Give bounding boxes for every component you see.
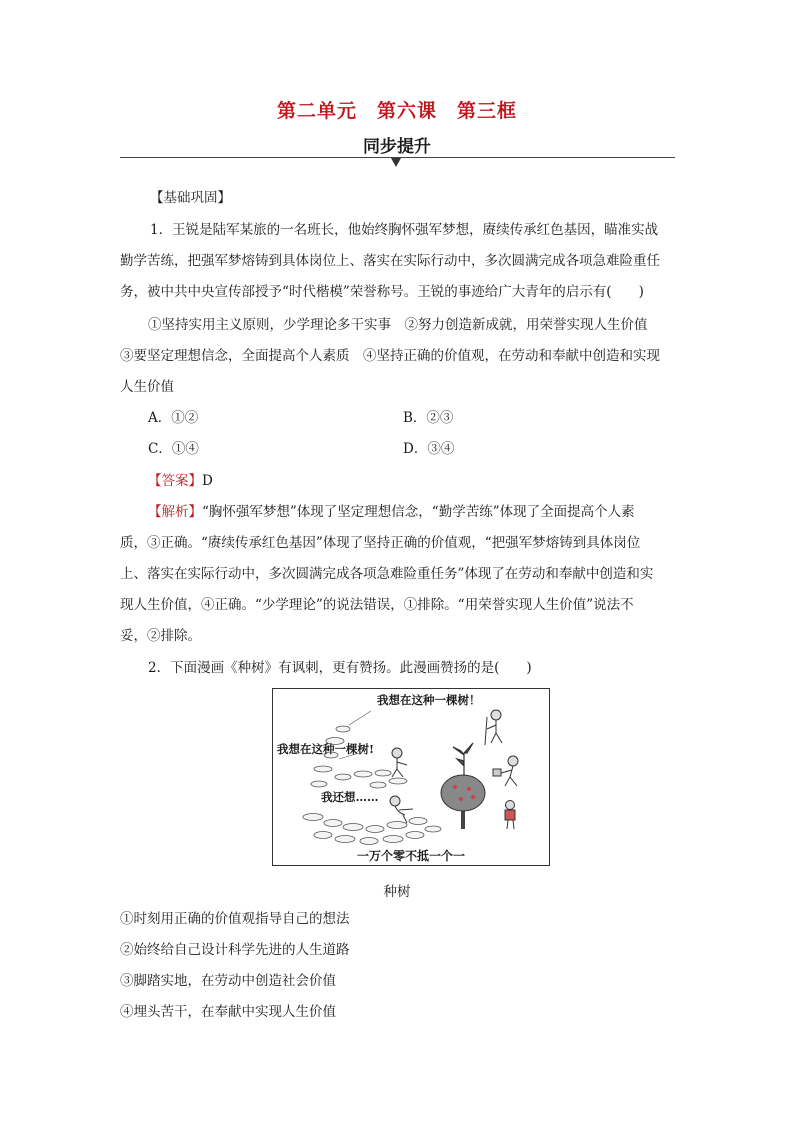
q1-option-d: D．③④ — [403, 441, 455, 457]
page-title: 第二单元 第六课 第三框 — [276, 100, 517, 122]
speech-bubble-2: 我想在这种一棵树! — [277, 742, 375, 756]
q1-analysis-line: 质，③正确。“赓续传承红色基因”体现了坚持正确的价值观，“把强军梦熔铸到具体岗位 — [120, 535, 641, 551]
q1-statement-line: ①坚持实用主义原则，少学理论多干实事 ②努力创造新成就，用荣誉实现人生价值 — [148, 317, 648, 333]
cartoon-tree-planting — [272, 688, 550, 866]
q2-statement: ④埋头苦干，在奉献中实现人生价值 — [120, 1004, 336, 1020]
cartoon-illustration — [273, 689, 549, 865]
q1-option-b: B．②③ — [403, 410, 454, 426]
q1-stem-line: 勤学苦练，把强军梦熔铸到具体岗位上、落实在实际行动中，多次圆满完成各项急难险重任 — [120, 253, 660, 269]
tree-icon — [441, 775, 485, 829]
section-heading: 【基础巩固】 — [150, 190, 231, 206]
q1-option-a: A．①② — [148, 410, 199, 426]
speech-bubble-1: 我想在这种一棵树！ — [377, 693, 481, 707]
q1-stem-line: 务，被中共中央宣传部授予“时代楷模”荣誉称号。王锐的事迹给广大青年的启示有( ) — [120, 284, 644, 300]
analysis-label: 【解析】 — [148, 504, 202, 520]
q1-statement-line: ③要坚定理想信念，全面提高个人素质 ④坚持正确的价值观，在劳动和奉献中创造和实现 — [120, 348, 660, 364]
q1-answer — [148, 472, 213, 491]
q1-stem-line: 1．王锐是陆军某旅的一名班长，他始终胸怀强军梦想，赓续传承红色基因，瞄准实战 — [150, 222, 659, 238]
divider-triangle-icon — [391, 158, 401, 167]
q2-statement: ①时刻用正确的价值观指导自己的想法 — [120, 911, 350, 927]
cartoon-caption: 种树 — [383, 884, 411, 900]
q2-stem: 2．下面漫画《种树》有讽刺，更有赞扬。此漫画赞扬的是( ) — [148, 660, 532, 676]
analysis-text: “胸怀强军梦想”体现了坚定理想信念，“勤学苦练”体现了全面提高个人素 — [202, 504, 635, 520]
answer-label: 【答案】 — [148, 473, 202, 489]
q1-analysis-line: 妥，②排除。 — [120, 628, 201, 644]
q1-option-c: C．①④ — [148, 441, 199, 457]
q1-analysis-line: 现人生价值，④正确。“少学理论”的说法错误，①排除。“用荣誉实现人生价值”说法不 — [120, 597, 634, 613]
q1-statement-line: 人生价值 — [120, 379, 174, 395]
page-subtitle: 同步提升 — [363, 137, 431, 157]
q1-analysis-line — [148, 503, 635, 522]
cartoon-caption-line: 一万个零不抵一个一 — [356, 849, 465, 863]
q2-statement: ②始终给自己设计科学先进的人生道路 — [120, 942, 350, 958]
q1-analysis-line: 上、落实在实际行动中，多次圆满完成各项急难险重任务”体现了在劳动和奉献中创造和实 — [120, 566, 654, 582]
speech-bubble-3: 我还想…… — [321, 790, 379, 804]
answer-value: D — [202, 473, 213, 489]
q2-statement: ③脚踏实地，在劳动中创造社会价值 — [120, 973, 336, 989]
